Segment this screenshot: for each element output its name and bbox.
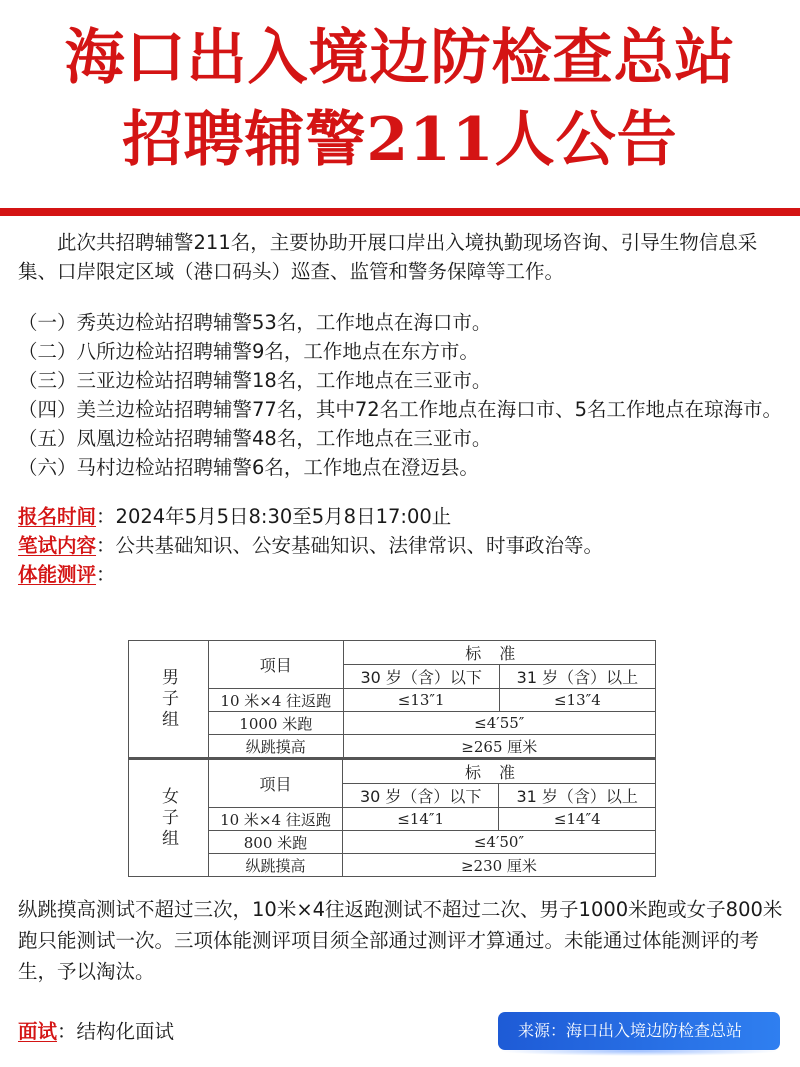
announcement-body	[18, 228, 788, 589]
male-standard-header: 标准	[343, 641, 655, 665]
station-item: （三）三亚边检站招聘辅警18名，工作地点在三亚市。	[18, 369, 492, 392]
male-shuttle-over31: ≤13″4	[499, 689, 655, 712]
male-item-header: 项目	[209, 641, 344, 689]
fitness-label: 体能测评	[18, 563, 97, 586]
intro-paragraph: 此次共招聘辅警211名，主要协助开展口岸出入境执勤现场咨询、引导生物信息采集、口岸限定区域（港口码头）巡查、监管和警务保障等工作。	[18, 231, 758, 283]
male-fitness-table	[128, 640, 656, 758]
registration-value: 2024年5月5日8:30至5月8日17:00止	[115, 505, 452, 528]
fitness-tables	[128, 640, 656, 877]
female-item-header: 项目	[209, 759, 343, 808]
written-exam-label: 笔试内容	[18, 534, 97, 557]
female-item-jump: 纵跳摸高	[209, 854, 343, 877]
fitness-row	[18, 560, 788, 589]
page-title-line2: 招聘辅警211人公告	[122, 105, 678, 175]
male-run-standard: ≤4′55″	[343, 712, 655, 735]
spacer	[18, 286, 788, 308]
male-age-header-under30: 30 岁（含）以下	[343, 665, 499, 689]
spacer	[18, 482, 788, 502]
interview-row	[18, 1017, 174, 1046]
female-item-run: 800 米跑	[209, 831, 343, 854]
station-item: （六）马村边检站招聘辅警6名，工作地点在澄迈县。	[18, 456, 479, 479]
male-age-header-over31: 31 岁（含）以上	[499, 665, 655, 689]
female-shuttle-under30: ≤14″1	[342, 808, 499, 831]
interview-sep: ：	[57, 1020, 77, 1043]
female-standard-header: 标准	[342, 759, 655, 784]
page-title-line1: 海口出入境边防检查总站	[64, 23, 736, 93]
registration-sep: ：	[96, 505, 116, 528]
interview-label: 面试	[18, 1020, 58, 1043]
male-item-shuttle: 10 米×4 往返跑	[209, 689, 344, 712]
written-exam-sep: ：	[96, 534, 116, 557]
female-fitness-table	[128, 758, 656, 877]
interview-value: 结构化面试	[76, 1020, 175, 1043]
station-item: （五）凤凰边检站招聘辅警48名，工作地点在三亚市。	[18, 427, 492, 450]
source-badge: 来源：海口出入境边防检查总站	[498, 1012, 780, 1050]
female-shuttle-over31: ≤14″4	[499, 808, 656, 831]
female-jump-standard: ≥230 厘米	[342, 854, 655, 877]
male-group-label: 男子组	[129, 641, 209, 758]
male-jump-standard: ≥265 厘米	[343, 735, 655, 758]
fitness-sep: ：	[96, 563, 116, 586]
title-block	[0, 18, 800, 182]
female-group-label: 女子组	[129, 759, 209, 877]
female-item-shuttle: 10 米×4 往返跑	[209, 808, 343, 831]
male-item-jump: 纵跳摸高	[209, 735, 344, 758]
title-divider	[0, 208, 800, 216]
male-item-run: 1000 米跑	[209, 712, 344, 735]
female-run-standard: ≤4′50″	[342, 831, 655, 854]
station-item: （一）秀英边检站招聘辅警53名，工作地点在海口市。	[18, 311, 492, 334]
fitness-note: 纵跳摸高测试不超过三次，10米×4往返跑测试不超过二次、男子1000米跑或女子800米跑只能测试一次。三项体能测评项目须全部通过测评才算通过。未能通过体能测评的考生，予以淘汰。	[18, 898, 783, 983]
female-age-header-over31: 31 岁（含）以上	[499, 784, 656, 808]
female-age-header-under30: 30 岁（含）以下	[342, 784, 499, 808]
registration-row	[18, 502, 788, 531]
male-shuttle-under30: ≤13″1	[343, 689, 499, 712]
written-exam-value: 公共基础知识、公安基础知识、法律常识、时事政治等。	[115, 534, 604, 557]
station-item: （二）八所边检站招聘辅警9名，工作地点在东方市。	[18, 340, 479, 363]
station-item: （四）美兰边检站招聘辅警77名，其中72名工作地点在海口市、5名工作地点在琼海市。	[18, 398, 783, 421]
registration-label: 报名时间	[18, 505, 97, 528]
written-exam-row	[18, 531, 788, 560]
